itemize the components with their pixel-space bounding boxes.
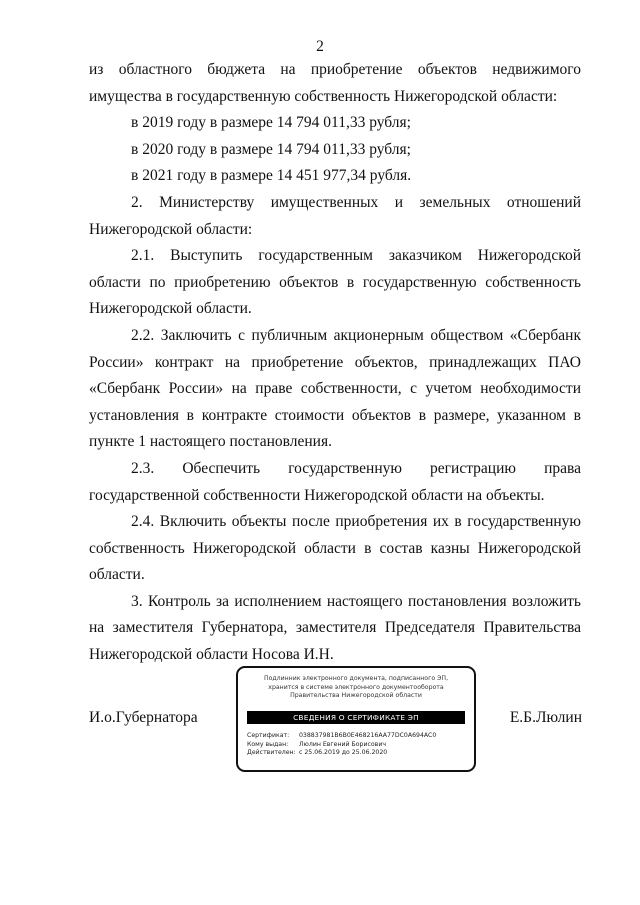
signer-title: И.о.Губернатора	[89, 709, 198, 726]
validity-value: с 25.06.2019 до 25.06.2020	[299, 749, 388, 756]
issued-to-row	[247, 741, 436, 750]
paragraph: в 2019 году в размере 14 794 011,33 рубля;	[131, 114, 411, 132]
ep-banner: СВЕДЕНИЯ О СЕРТИФИКАТЕ ЭП	[247, 711, 465, 724]
document-body	[89, 57, 581, 669]
certificate-label: Сертификат:	[247, 732, 290, 739]
paragraph: 2.2. Заключить с публичным акционерным обществом «Сбербанк России» контракт на приобретение объектов, принадлежащих ПАО «Сбербанк России» на праве собственности, с учетом необходимости установления в контракте стоимости объектов в размере, указанном в пункте 1 настоящего постановления.	[89, 326, 581, 451]
paragraph: из областного бюджета на приобретение объектов недвижимого имущества в государственную собственность Нижегородской области:	[89, 61, 581, 105]
paragraph: в 2020 году в размере 14 794 011,33 рубля;	[131, 140, 411, 158]
ep-details	[247, 732, 436, 758]
validity-label: Действителен:	[247, 749, 296, 756]
ep-notice-line: хранится в системе электронного документооборота	[268, 683, 444, 691]
ep-notice-line: Подлинник электронного документа, подписанного ЭП,	[263, 675, 449, 682]
ep-notice-line: Правительства Нижегородской области	[290, 692, 422, 700]
issued-to-label: Кому выдан:	[247, 740, 289, 748]
validity-row	[247, 749, 436, 758]
issued-to-value: Люлин Евгений Борисович	[299, 740, 387, 748]
paragraph: 3. Контроль за исполнением настоящего постановления возложить на заместителя Губернатора, заместителя Председателя Правительства Нижегородской области Носова И.Н.	[89, 592, 581, 664]
certificate-row	[247, 732, 436, 741]
signer-name: Е.Б.Люлин	[509, 709, 582, 726]
electronic-signature-stamp	[236, 666, 476, 772]
certificate-value: 038837981B6B0E468216AA77DC0A694AC0	[299, 732, 437, 739]
paragraph: 2.3. Обеспечить государственную регистрацию права государственной собственности Нижегородской области на объекты.	[89, 459, 581, 504]
paragraph: 2. Министерству имущественных и земельных отношений Нижегородской области:	[89, 193, 581, 238]
paragraph: 2.4. Включить объекты после приобретения их в государственную собственность Нижегородской области в состав казны Нижегородской области.	[89, 513, 581, 584]
ep-notice	[238, 675, 474, 701]
paragraph: в 2021 году в размере 14 451 977,34 рубля.	[131, 167, 412, 185]
page-number: 2	[316, 38, 324, 55]
paragraph: 2.1. Выступить государственным заказчиком Нижегородской области по приобретению объектов в государственную собственность Нижегородской области.	[89, 247, 581, 318]
